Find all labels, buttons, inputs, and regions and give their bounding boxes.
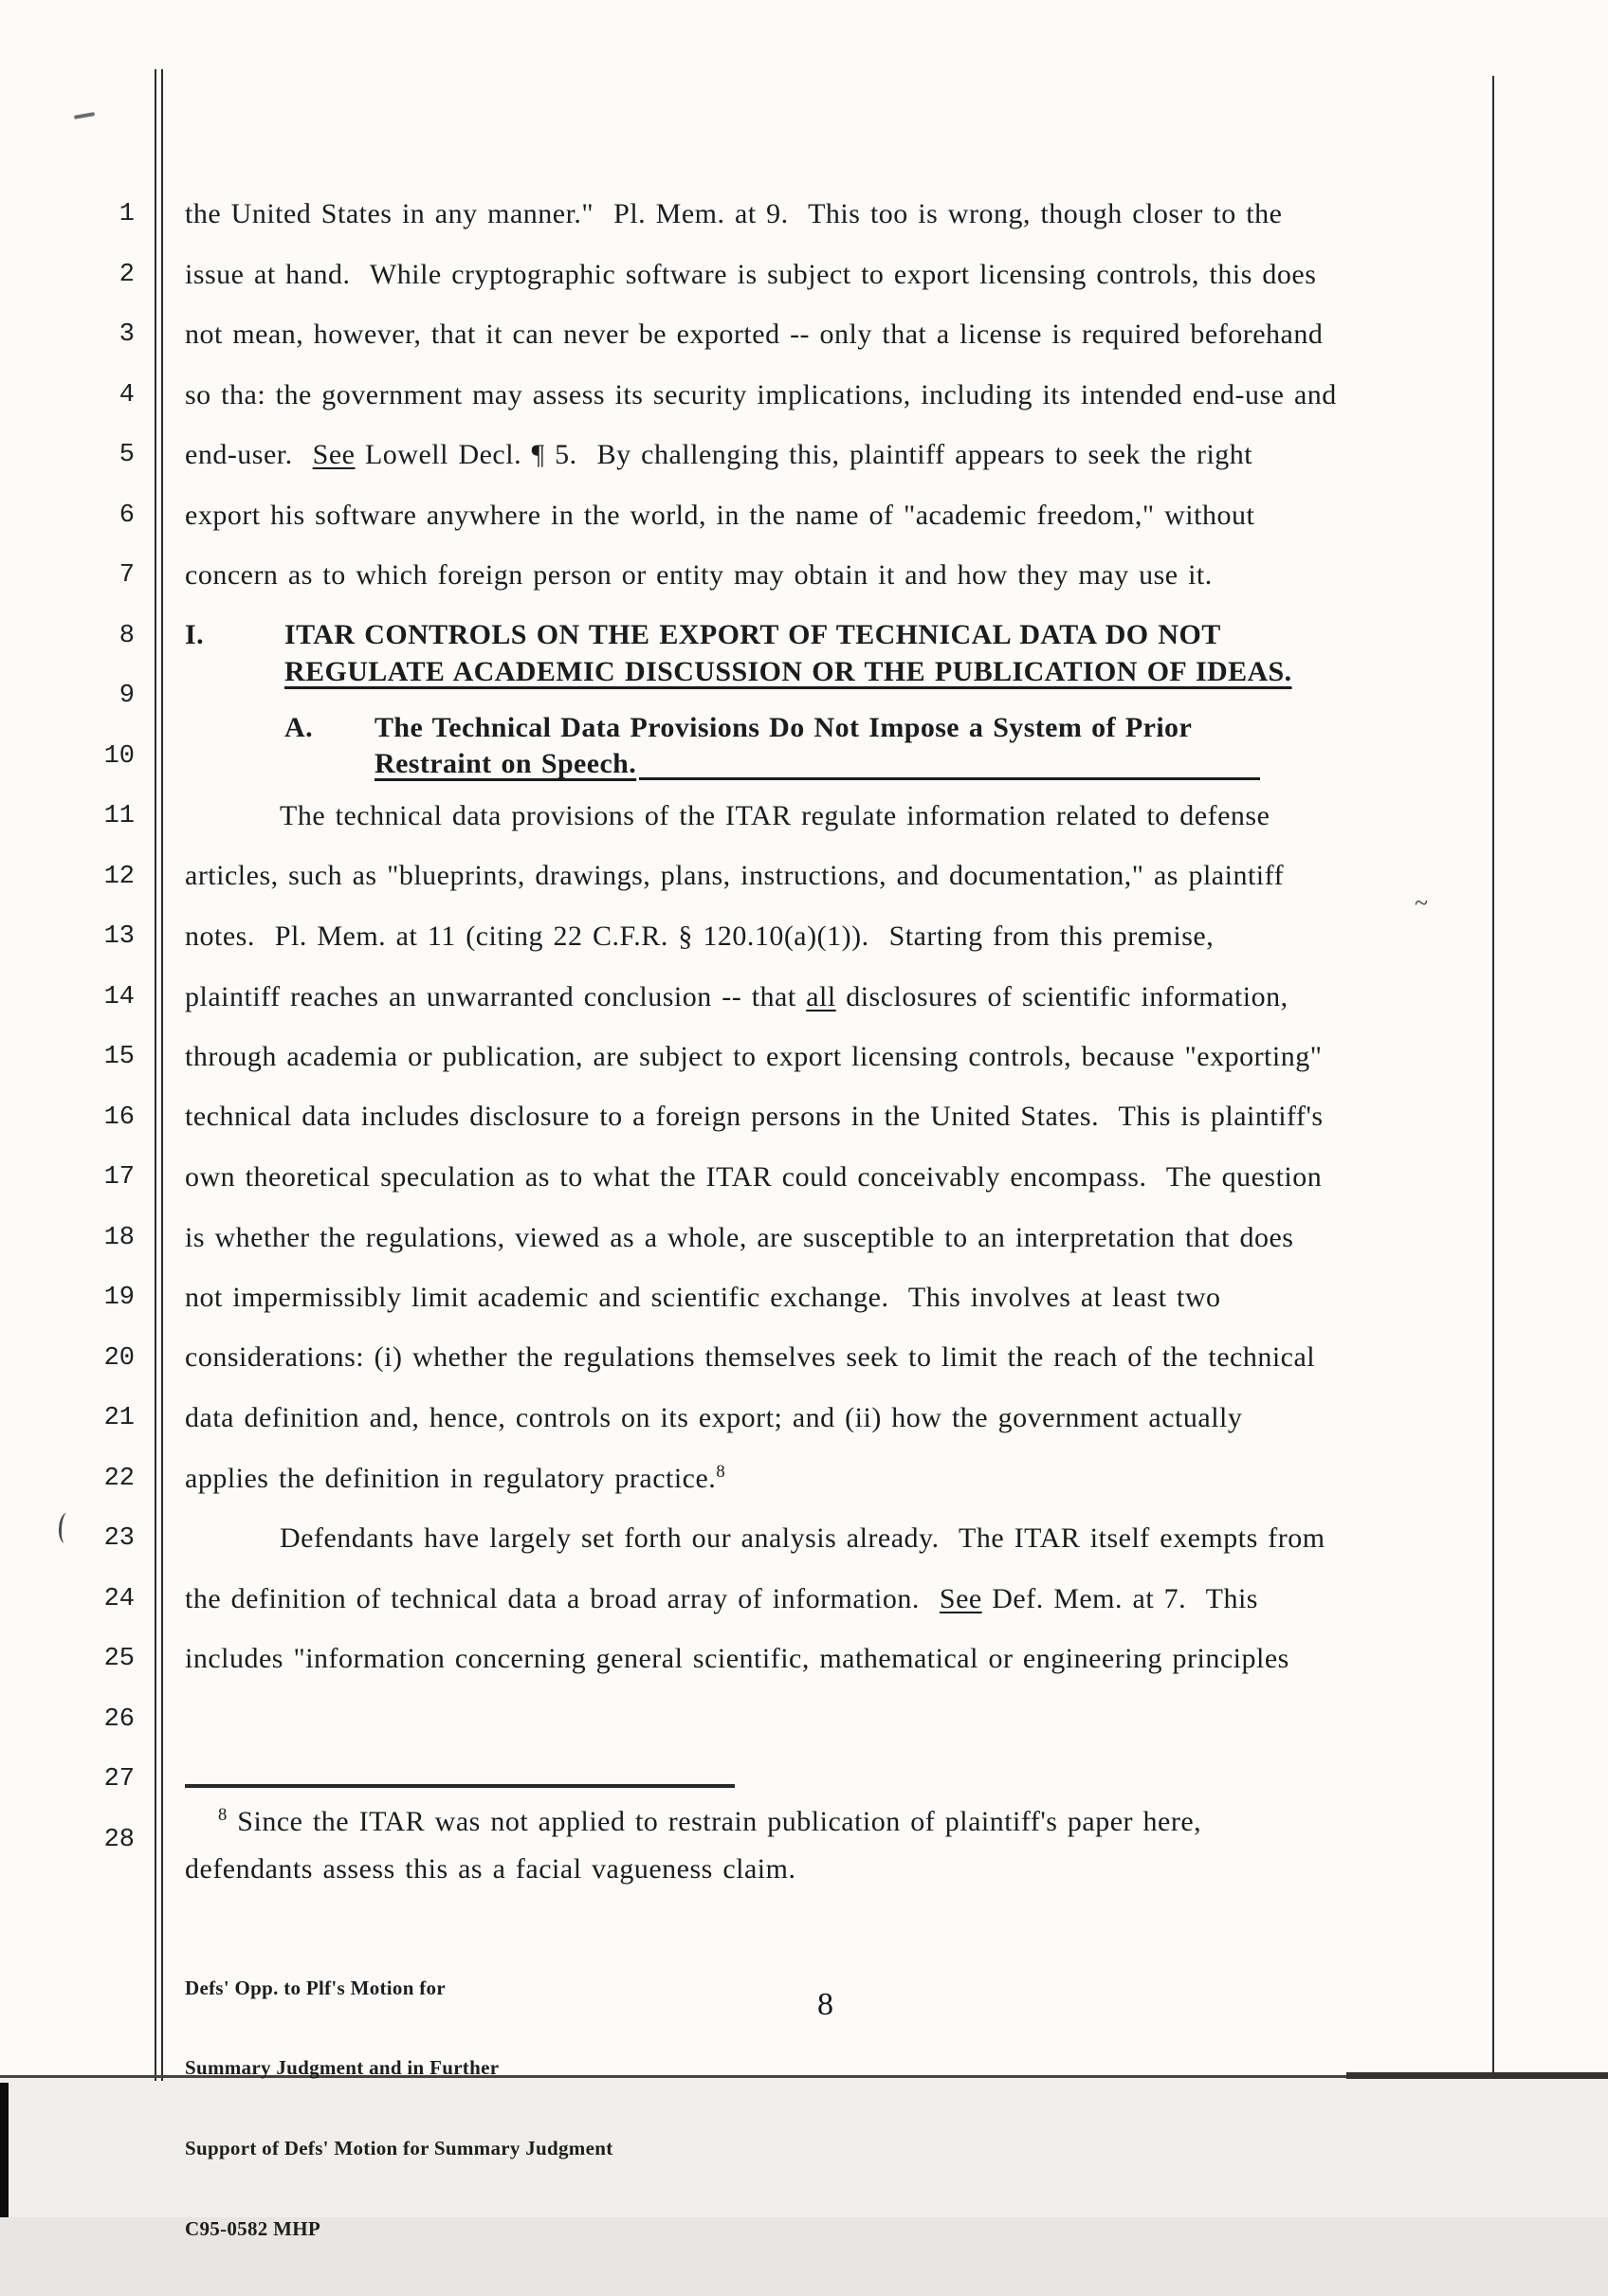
line-number: 4 (119, 380, 135, 410)
page-bottom-edge-shadow (1346, 2072, 1608, 2079)
body-line (185, 1279, 1221, 1317)
body-line (185, 556, 1213, 594)
text-segment: applies the definition in regulatory practice. (185, 1463, 717, 1494)
text-segment: disclosures of scientific information, (835, 981, 1288, 1012)
scan-artifact-tilde: ~ (1415, 889, 1429, 917)
line-number: 16 (103, 1102, 135, 1132)
body-line (185, 1460, 725, 1498)
line-number: 7 (119, 561, 135, 590)
text-segment: Defendants have largely set forth our analysis already. The ITAR itself exempts from (280, 1522, 1325, 1554)
body-line (185, 978, 1288, 1016)
body-line (185, 195, 1282, 233)
text-segment: own theoretical speculation as to what the ITAR could conceivably encompass. The question (185, 1161, 1323, 1193)
text-segment: technical data includes disclosure to a foreign persons in the United States. This is plaintiff's (185, 1101, 1324, 1132)
line-number: 21 (103, 1404, 135, 1432)
text-segment: notes. Pl. Mem. at 11 (citing 22 C.F.R. § 120.10(a)(1)). Starting from this premise, (185, 920, 1215, 952)
body-line (185, 857, 1284, 895)
text-segment: so tha: the government may assess its security implications, including its intended end-use and (185, 379, 1337, 410)
line-number: 3 (119, 320, 135, 349)
footnote-line (218, 1803, 1201, 1841)
text-segment: Since the ITAR was not applied to restrain publication of plaintiff's paper here, (227, 1806, 1202, 1837)
section-heading-line2: REGULATE ACADEMIC DISCUSSION OR THE PUBLICATION OF IDEAS. (284, 656, 1292, 687)
subsection-letter: A. (284, 712, 313, 743)
text-segment: plaintiff reaches an unwarranted conclusion -- that (185, 981, 807, 1012)
body-line (185, 1580, 1258, 1618)
line-number: 12 (103, 862, 135, 891)
text-segment: defendants assess this as a facial vagueness claim. (185, 1853, 796, 1885)
text-segment: not impermissibly limit academic and scientific exchange. This involves at least two (185, 1282, 1221, 1313)
line-number: 25 (103, 1645, 135, 1673)
body-line (185, 1038, 1322, 1076)
scan-artifact-dash (74, 112, 95, 119)
body-line (185, 1339, 1315, 1376)
footer-line: Support of Defs' Motion for Summary Judgment (185, 2137, 613, 2160)
line-number: 27 (103, 1765, 135, 1794)
underlined-text: all (806, 981, 836, 1012)
line-number: 22 (103, 1464, 135, 1493)
pleading-right-rule (1492, 76, 1494, 2078)
body-line (185, 436, 1252, 474)
line-number: 26 (103, 1704, 135, 1734)
line-number: 20 (103, 1343, 135, 1373)
line-number: 9 (119, 682, 135, 710)
text-segment: articles, such as "blueprints, drawings, plans, instructions, and documentation," as plaintiff (185, 860, 1285, 891)
text-segment: export his software anywhere in the world, in the name of "academic freedom," without (185, 500, 1255, 531)
body-line (185, 1640, 1289, 1678)
line-number: 15 (103, 1043, 135, 1071)
scan-corner-mark (0, 2083, 9, 2217)
text-segment: considerations: (i) whether the regulations themselves seek to limit the reach of the technical (185, 1341, 1316, 1373)
section-heading-line1: ITAR CONTROLS ON THE EXPORT OF TECHNICAL DATA DO NOT (284, 619, 1221, 650)
footer-case-number: C95-0582 MHP (185, 2217, 320, 2241)
line-number: 13 (103, 922, 135, 951)
text-segment: is whether the regulations, viewed as a whole, are susceptible to an interpretation that does (185, 1222, 1294, 1253)
text-segment: not mean, however, that it can never be exported -- only that a license is required beforehand (185, 319, 1324, 350)
line-number: 5 (119, 441, 135, 469)
line-number: 28 (103, 1825, 135, 1854)
line-number: 1 (119, 200, 135, 228)
body-line (185, 918, 1214, 956)
superscript-marker: 8 (218, 1805, 228, 1825)
footer-line: Defs' Opp. to Plf's Motion for (185, 1976, 446, 1999)
page-number: 8 (817, 1987, 833, 2022)
body-line (185, 1158, 1322, 1196)
body-line (280, 1520, 1325, 1558)
body-line (185, 1399, 1242, 1437)
body-line (185, 376, 1337, 414)
line-number: 8 (119, 621, 135, 650)
body-line (185, 256, 1316, 294)
line-number: 18 (103, 1223, 135, 1252)
subsection-heading-line2 (375, 745, 1260, 783)
line-number: 24 (103, 1584, 135, 1613)
text-segment: Lowell Decl. ¶ 5. By challenging this, plaintiff appears to seek the right (355, 439, 1253, 470)
line-number: 6 (119, 501, 135, 530)
body-line (185, 1219, 1293, 1257)
text-segment: issue at hand. While cryptographic software is subject to export licensing controls, this does (185, 259, 1317, 290)
footnote-separator-rule (185, 1784, 735, 1788)
body-line (185, 316, 1323, 354)
pleading-left-double-rule (155, 69, 163, 2081)
superscript-marker: 8 (716, 1462, 726, 1482)
body-line (185, 497, 1254, 535)
underlined-text: See (312, 439, 356, 470)
line-number: 17 (103, 1163, 135, 1192)
text-segment: the United States in any manner." Pl. Mem. at 9. This too is wrong, though closer to the (185, 198, 1283, 229)
text-segment: Def. Mem. at 7. This (981, 1583, 1258, 1614)
body-line (185, 1098, 1324, 1136)
line-number: 11 (103, 802, 135, 830)
document-footer (185, 1921, 612, 2296)
line-number: 14 (103, 982, 135, 1011)
section-numeral: I. (185, 619, 204, 650)
footer-line: Summary Judgment and in Further (185, 2056, 500, 2080)
text-segment: concern as to which foreign person or entity may obtain it and how they may use it. (185, 559, 1213, 591)
heading-trailing-rule (639, 772, 1260, 780)
underlined-text: See (939, 1583, 982, 1614)
line-number: 19 (103, 1284, 135, 1312)
line-number: 2 (119, 260, 135, 289)
text-segment: the definition of technical data a broad array of information. (185, 1583, 940, 1614)
footnote-line (185, 1850, 795, 1888)
scan-artifact-mark (58, 1513, 74, 1544)
subsection-heading-text: Restraint on Speech. (375, 748, 637, 779)
text-segment: end-user. (185, 439, 313, 470)
body-line (280, 797, 1270, 835)
text-segment: through academia or publication, are subject to export licensing controls, because "exporting" (185, 1041, 1323, 1072)
line-number: 10 (103, 741, 135, 771)
text-segment: The technical data provisions of the ITAR regulate information related to defense (280, 800, 1270, 831)
line-number: 23 (103, 1524, 135, 1553)
text-segment: data definition and, hence, controls on its export; and (ii) how the government actually (185, 1402, 1243, 1433)
subsection-heading-line1: The Technical Data Provisions Do Not Impose a System of Prior (375, 712, 1193, 743)
text-segment: includes "information concerning general scientific, mathematical or engineering principles (185, 1643, 1289, 1674)
